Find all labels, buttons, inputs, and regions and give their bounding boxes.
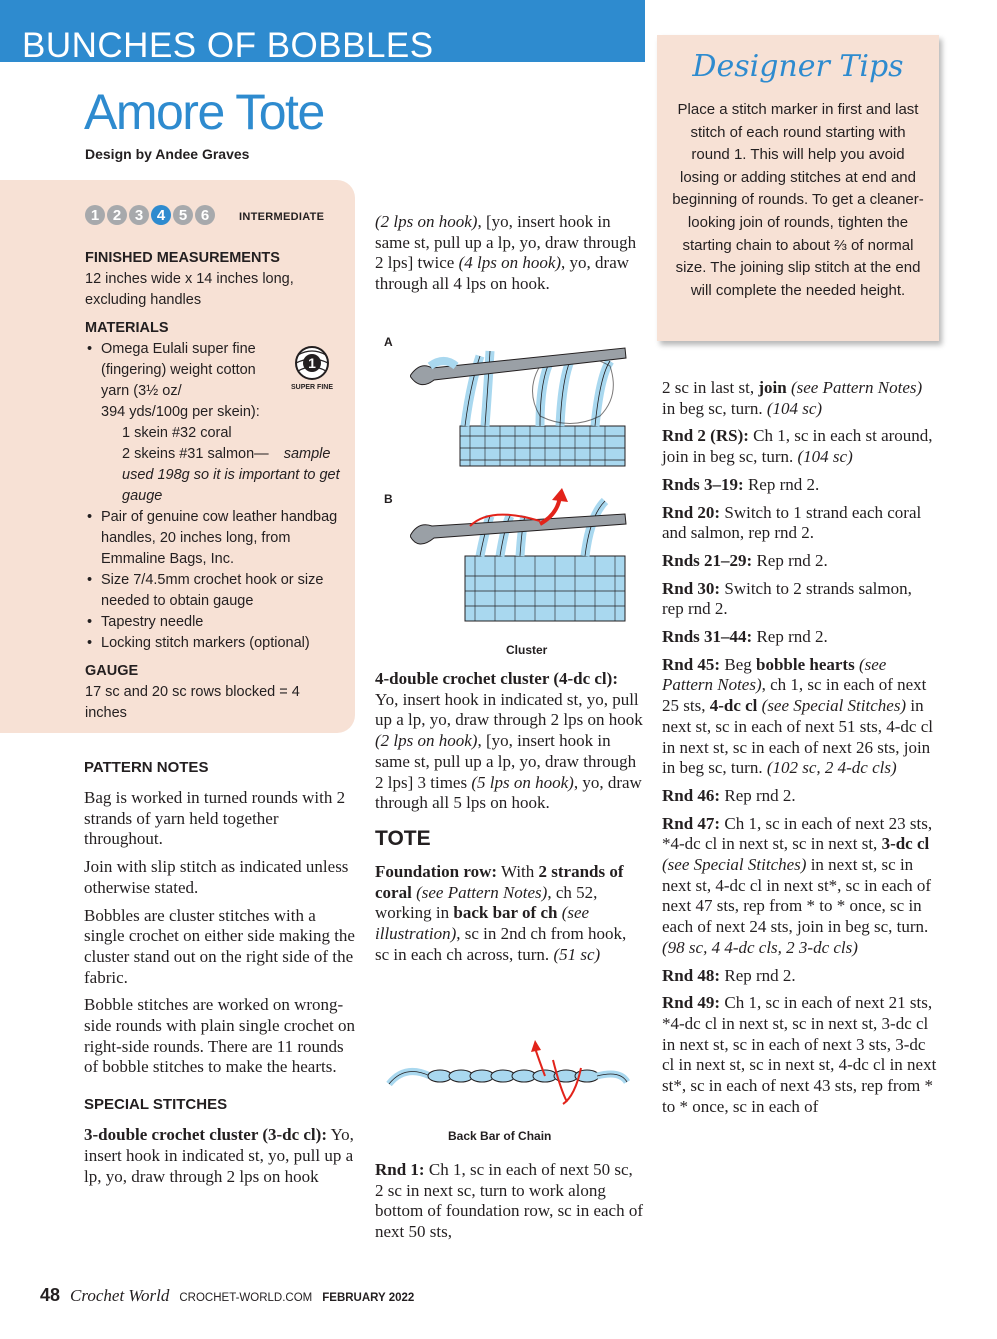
- issue-date: FEBRUARY 2022: [322, 1292, 415, 1304]
- materials-text: [85, 248, 340, 731]
- pattern-note: Bobble stitches are worked on wrong-side rounds with plain single crochet on right-side rounds. There are 11 rounds of bobble stitches to make the hearts.: [84, 995, 356, 1077]
- round-45: Rnd 45: Beg bobble hearts (see Pattern Notes), ch 1, sc in each of next 25 sts, 4-dc cl (see Special Stitches) in next st, sc in each of next 51 sts, 4-dc cl in next st, sc in each of next 26 sts, join in beg sc, turn. (102 sc, 2 4-dc cls): [662, 654, 933, 778]
- round-49: Rnd 49: Ch 1, sc in each of next 21 sts, *4-dc cl in next st, sc in next st, 3-dc cl in next st, sc in each of next 3 sts, 3-dc cl in next st, sc in next st, 4-dc cl in next st*, sc in each of next 43 sts, rep from * to * once, sc in each of: [662, 993, 937, 1116]
- column-1: [84, 758, 356, 1194]
- back-bar-chain-illustration: [385, 1040, 630, 1118]
- magazine-name: Crochet World: [70, 1286, 170, 1305]
- skill-level-6: 6: [195, 205, 215, 225]
- cluster-step-a-diagram: [410, 348, 626, 466]
- stitch-3dc-cluster: 3-double crochet cluster (3-dc cl): Yo, insert hook in indicated st, yo, pull up a lp, yo, draw through 2 lps on hook: [84, 1125, 354, 1186]
- rounds-21-29: Rnds 21–29: Rep rnd 2.: [662, 550, 828, 570]
- rounds-31-44: Rnds 31–44: Rep rnd 2.: [662, 627, 828, 647]
- finished-measurements-text: 12 inches wide x 14 inches long, excluding handles: [85, 271, 294, 308]
- round-47: Rnd 47: Ch 1, sc in each of next 23 sts, *4-dc cl in next st, sc in next st, 3-dc cl (see Special Stitches) in next st, sc in next st, 4-dc cl in next st*, sc in each of next 47 sts, rep from * to * once, sc in each of next 24 sts, join in beg sc, turn. (98 sc, 4 4-dc cls, 2 3-dc cls): [662, 813, 933, 957]
- page-footer: [40, 1285, 414, 1306]
- skill-level-5: 5: [173, 205, 193, 225]
- column-2-lower: [375, 669, 643, 972]
- cluster-caption: Cluster: [506, 643, 548, 657]
- rounds-3-19: Rnds 3–19: Rep rnd 2.: [662, 474, 820, 494]
- list-item: • Pair of genuine cow leather handbag handles, 20 inches long, from Emmaline Bags, Inc.: [85, 507, 340, 570]
- finished-measurements-heading: FINISHED MEASUREMENTS: [85, 250, 280, 266]
- magazine-url: CROCHET-WORLD.COM: [179, 1292, 313, 1304]
- figure-label-a: A: [384, 335, 393, 349]
- column-3: [662, 378, 937, 1125]
- round-1-cont: 2 sc in last st, join (see Pattern Notes) in beg sc, turn. (104 sc): [662, 378, 923, 418]
- list-item: • Size 7/4.5mm crochet hook or size needed to obtain gauge: [85, 570, 340, 612]
- pattern-notes-heading: PATTERN NOTES: [84, 759, 209, 776]
- stitch-4dc-cluster: 4-double crochet cluster (4-dc cl): Yo, insert hook in indicated st, yo, pull up a lp, yo, draw through 2 lps on hook (2 lps on hook), [yo, insert hook in same st, pull up a lp, yo, draw through 2 lps] 3 times (5 lps on hook), yo, draw through all 5 lps on hook.: [375, 669, 643, 813]
- stitch-3dc-cluster-cont: (2 lps on hook), [yo, insert hook in same st, pull up a lp, yo, draw through 2 lps] twice (4 lps on hook), yo, draw through all 4 lps on hook.: [375, 212, 637, 294]
- pattern-note: Bag is worked in turned rounds with 2 strands of yarn held together throughout.: [84, 788, 346, 849]
- chain-caption: Back Bar of Chain: [448, 1129, 552, 1143]
- section-title: BUNCHES OF BOBBLES: [22, 26, 434, 65]
- page-number: 48: [40, 1285, 61, 1305]
- tote-heading: TOTE: [375, 826, 431, 850]
- designer-tips-title: Designer Tips: [692, 49, 904, 84]
- round-20: Rnd 20: Switch to 1 strand each coral and salmon, rep rnd 2.: [662, 502, 922, 543]
- gauge-text: 17 sc and 20 sc rows blocked = 4 inches: [85, 684, 300, 721]
- skill-label: INTERMEDIATE: [239, 211, 325, 223]
- pattern-note: Join with slip stitch as indicated unless otherwise stated.: [84, 857, 349, 897]
- special-stitches-heading: SPECIAL STITCHES: [84, 1096, 228, 1114]
- list-item: 2 skeins #31 salmon— sample used 198g so it is important to get gauge: [122, 446, 340, 504]
- yarn-weight-label: SUPER FINE: [290, 384, 334, 391]
- round-2: Rnd 2 (RS): Ch 1, sc in each st around, join in beg sc, turn. (104 sc): [662, 426, 933, 467]
- byline: Design by Andee Graves: [85, 146, 250, 162]
- list-item: • Locking stitch markers (optional): [85, 633, 340, 654]
- materials-list: [85, 339, 340, 654]
- skill-level-3: 3: [129, 205, 149, 225]
- page-title: Amore Tote: [84, 84, 324, 140]
- round-1: Rnd 1: Ch 1, sc in each of next 50 sc, 2 sc in next sc, turn to work along bottom of foundation row, sc in each of next 50 sts,: [375, 1160, 643, 1242]
- round-1-block: [375, 1160, 643, 1250]
- figure-label-b: B: [384, 492, 393, 506]
- list-item: • Tapestry needle: [85, 612, 340, 633]
- round-48: Rnd 48: Rep rnd 2.: [662, 965, 796, 985]
- cluster-step-b-diagram: [410, 488, 626, 621]
- foundation-row: Foundation row: With 2 strands of coral (see Pattern Notes), ch 52, working in back bar of ch (see illustration), sc in 2nd ch from hook, sc in each ch across, turn. (51 sc): [375, 861, 627, 964]
- column-2: [375, 212, 643, 302]
- skill-level-indicator: [85, 205, 215, 225]
- round-30: Rnd 30: Switch to 2 strands salmon, rep rnd 2.: [662, 578, 912, 619]
- materials-heading: MATERIALS: [85, 320, 169, 336]
- round-46: Rnd 46: Rep rnd 2.: [662, 785, 796, 805]
- skill-level-2: 2: [107, 205, 127, 225]
- list-item: 1 skein #32 coral: [122, 425, 232, 441]
- skill-level-4: 4: [151, 205, 171, 225]
- cluster-illustration: [410, 336, 632, 628]
- gauge-heading: GAUGE: [85, 663, 139, 679]
- yarn-weight-number: 1: [308, 355, 316, 371]
- pattern-note: Bobbles are cluster stitches with a single crochet on either side making the cluster stand out on the right side of the fabric.: [84, 905, 355, 987]
- skill-level-1: 1: [85, 205, 105, 225]
- designer-tips-body: Place a stitch marker in first and last stitch of each round starting with round 1. This will help you avoid losing or adding stitches at end and beginning of rounds. To get a cleaner-looking join of rounds, tighten the starting chain to about ⅔ of normal size. The joining slip stitch at the end will complete the needed height.: [672, 101, 924, 299]
- list-item: • Omega Eulali super fine (fingering) weight cotton yarn (3½ oz/ 394 yds/100g per skein):: [85, 339, 340, 423]
- designer-tips-box: [657, 35, 939, 341]
